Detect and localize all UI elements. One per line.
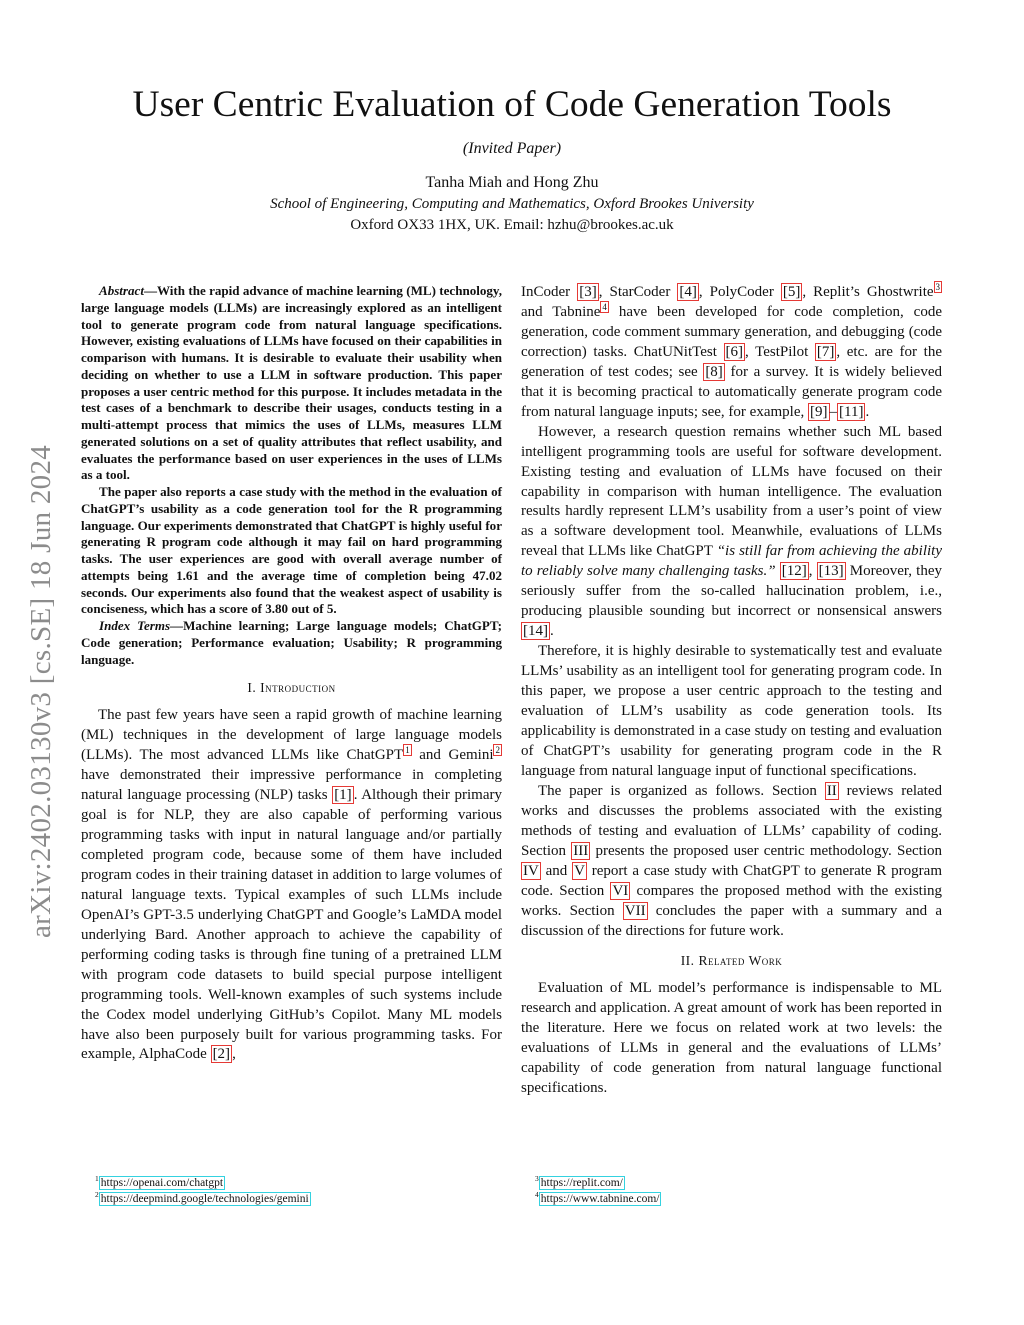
address-email: Oxford OX33 1HX, UK. Email: hzhu@brookes.ac.uk [350, 217, 674, 233]
footnote-1: $^1$ https://openai.com/chatgpt [95, 1174, 224, 1189]
section-link[interactable]: II [826, 782, 837, 799]
index-terms [81, 618, 502, 668]
section-link[interactable]: IV [523, 862, 539, 879]
section-link[interactable]: III [573, 842, 589, 859]
paper-subtitle: (Invited Paper) [462, 140, 562, 157]
abstract-text: —With the rapid advance of machine learning (ML) technology, large language models (LLMs) are increasingly explored as an intelligent tool to generate program code from natural language specifications. However, existing evaluations of LLMs have focused on their capabilities in comparison with humans. It is desirable to evaluate their usability when deciding on whether to use a LLM in software production. This paper proposes a user centric method for this purpose. It includes metadata in the test cases of a benchmark to describe their usages, conducts testing in a multi-attempt process that mimics the uses of LLMs, measures LLM generated solutions on a set of quality attributes that reflect usability, and evaluates the performance based on user experiences in the uses of LLMs as a tool. [81, 283, 502, 483]
intro-paragraph-4: The paper is organized as follows. Section II reviews related works and discusses the problems associated with the existing methods of testing and evaluation of LLMs’ capability of coding. Section III presents the proposed user centric methodology. Section IV and V report a case study with ChatGPT to generate R program code. Section VI compares the proposed method with the existing works. Section VII concludes the paper with a summary and a discussion of the directions for future work. [521, 782, 942, 939]
intro-paragraph-3: Therefore, it is highly desirable to systematically test and evaluate LLMs’ usability as an intelligent tool for generating program code. In this paper, we propose a user centric approach to the testing and evaluation of LLM’s usability as code generation tools. Its applicability is demonstrated in a case study on testing and evaluation of ChatGPT’s usability for generating program code in the R language from natural language input of functional specifications. [521, 643, 942, 779]
authors: Tanha Miah and Hong Zhu [425, 174, 599, 191]
right-column [521, 283, 942, 1099]
citation-link[interactable]: [9] [810, 403, 828, 420]
footnote-3: $^3$ https://replit.com/ [535, 1174, 623, 1189]
citation-link[interactable]: [3] [579, 284, 597, 300]
footnote-ref-1[interactable]: 1 [405, 745, 410, 756]
citation-link[interactable]: [11] [839, 403, 864, 420]
footnote-ref-4[interactable]: 4 [602, 301, 607, 312]
index-terms-label: Index Terms [99, 618, 171, 633]
arxiv-identifier: arXiv:2402.03130v3 [cs.SE] 18 Jun 2024 [25, 444, 57, 938]
section-link[interactable]: VII [624, 902, 646, 919]
citation-link[interactable]: [13] [818, 563, 844, 580]
footnote-2: $^2$ https://deepmind.google/technologies/gemini [95, 1190, 309, 1205]
paper-title: User Centric Evaluation of Code Generation Tools [132, 84, 892, 125]
citation-link[interactable]: [12] [781, 563, 807, 580]
intro-paragraph-continued: InCoder [3] , StarCoder [4] , PolyCoder [5] , Replit’s Ghostwrite $^3$ and Tabnine $^4$ have been developed for code completion, code generation, code comment summary generation, and debugging (code correction) tasks. ChatUNitTest [6] , TestPilot [7] , etc. are for the generation of test codes; see [8] for a survey. It is widely believed that it is becoming practical to automatically generate program code from natural language inputs; see, for example, [9] – [11] . [521, 282, 943, 420]
footnote-link[interactable]: https://deepmind.google/technologies/gemini [100, 1192, 309, 1205]
citation-link[interactable]: [4] [679, 284, 697, 300]
section-link[interactable]: VI [612, 882, 629, 899]
quote: “is still far from achieving the ability to reliably solve many challenging tasks.” [521, 543, 942, 580]
section-heading-introduction: I. Introduction [247, 680, 336, 696]
section-link[interactable]: V [574, 862, 585, 879]
footnote-4: $^4$ https://www.tabnine.com/ [535, 1190, 660, 1205]
citation-link[interactable]: [14] [523, 623, 548, 640]
citation-link[interactable]: [7] [816, 343, 835, 360]
citation-link[interactable]: [2] [212, 1046, 231, 1063]
citation-link[interactable]: [6] [725, 343, 744, 360]
footnote-link[interactable]: https://replit.com/ [540, 1176, 623, 1189]
footnote-link[interactable]: https://openai.com/chatgpt [100, 1176, 224, 1189]
footnote-link[interactable]: https://www.tabnine.com/ [540, 1192, 660, 1205]
related-work-paragraph-1: Evaluation of ML model’s performance is indispensable to ML research and application. A great amount of work has been reported in the literature. Here we focus on related work at two levels: the evaluations of LLMs in general and the evaluations of LLMs’ capability of code generation from natural language functional specifications. [521, 980, 942, 1097]
footnote-ref-3[interactable]: 3 [935, 282, 941, 292]
citation-link[interactable]: [8] [705, 363, 723, 380]
abstract-paragraph-2: The paper also reports a case study with the method in the evaluation of ChatGPT’s usability as a code generation tool for the R programming language. Our experiments demonstrated that ChatGPT is highly useful for generating R program code although it may fail on hard programming tasks. The user experiences are good with overall average number of attempts being 1.61 and the average time of completion being 47.02 seconds. Our experiments also found that the weakest aspect of usability is conciseness, which has a score of 3.80 out of 5. [81, 484, 502, 617]
left-column [81, 283, 502, 1065]
index-terms-text: —Machine learning; Large language models; ChatGPT; Code generation; Performance evaluation; Usability; R programming language. [81, 618, 502, 667]
intro-paragraph-1: The past few years have seen a rapid growth of machine learning (ML) techniques in the development of large language models (LLMs). The most advanced LLMs like ChatGPT $^1$ and Gemini $^2$ have demonstrated their impressive performance in completing natural language processing (NLP) tasks [1] . Although their primary goal is for NLP, they are also capable of performing various programming tasks with input in natural language and/or partially completed program code, because some of them have included program codes in their training dataset in addition to large volumes of natural language texts. Typical examples of such LLMs include OpenAI’s GPT-3.5 underlying ChatGPT and Google’s LaMDA model underlying Bard. Another approach to achieve the capability of performing coding tasks is through fine tuning of a pretrained LLM with program code datasets to build special purpose intelligent programming tools. Well-known examples of such systems include the Codex model underlying GitHub’s Copilot. Many ML models have also been purposely built for various programming tasks. For example, AlphaCode [2] , [81, 707, 502, 1063]
citation-link[interactable]: [5] [782, 284, 801, 300]
intro-paragraph-2: However, a research question remains whether such ML based intelligent programming tools are useful for software development. Existing testing and evaluation of LLMs have focused on their capability in comparison with human intelligence. The evaluation results hardly represent LLM’s usability from a user’s point of view as a software development tool. Meanwhile, evaluations of LLMs reveal that LLMs like ChatGPT “is still far from achieving the ability to reliably solve many challenging tasks.” [12] , [13] Moreover, they seriously suffer from the so-called hallucination problem, i.e., producing plausible sounding but incorrect or nonsensical answers [14] . [521, 423, 942, 640]
abstract-label: Abstract [99, 283, 144, 298]
abstract-paragraph [81, 283, 502, 484]
citation-link[interactable]: [1] [334, 787, 352, 804]
affiliation: School of Engineering, Computing and Mathematics, Oxford Brookes University [270, 196, 754, 212]
footnote-ref-2[interactable]: 2 [495, 745, 500, 756]
section-heading-related-work: II. Related Work [680, 953, 783, 969]
